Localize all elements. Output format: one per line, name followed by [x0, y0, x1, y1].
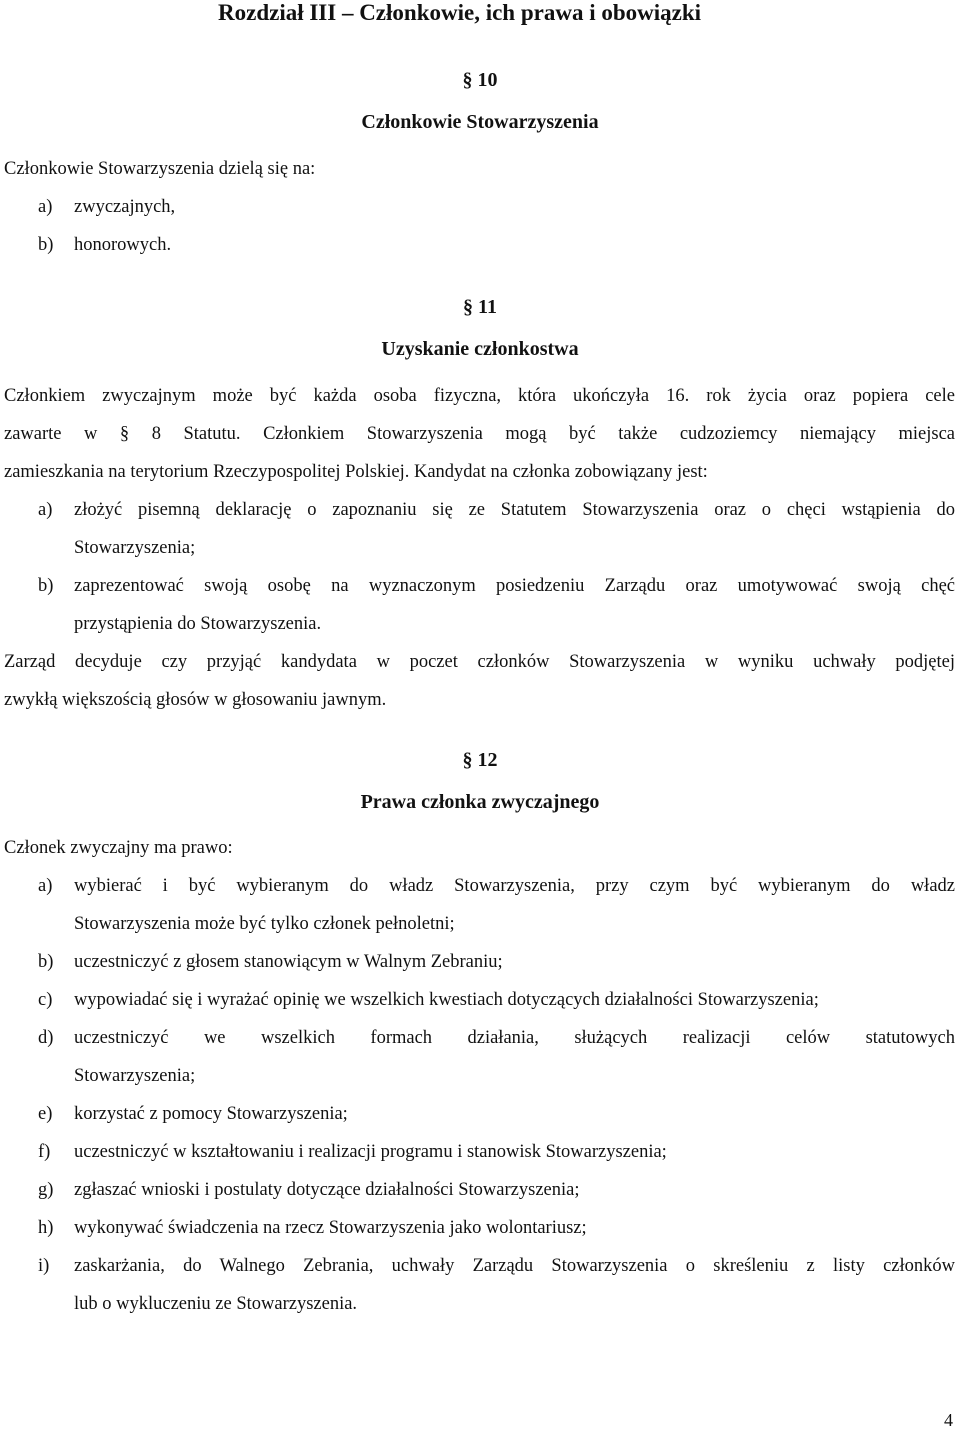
- list-item-label: a): [38, 876, 53, 896]
- section-10-intro: Członkowie Stowarzyszenia dzielą się na:: [4, 159, 316, 179]
- list-item-text: lub o wykluczeniu ze Stowarzyszenia.: [74, 1294, 358, 1314]
- list-item-label: b): [38, 952, 54, 972]
- list-item-text: Stowarzyszenia;: [74, 1066, 196, 1086]
- list-item-text: Stowarzyszenia;: [74, 538, 196, 558]
- section-10-title: Członkowie Stowarzyszenia: [361, 111, 599, 133]
- list-item-label: g): [38, 1180, 54, 1200]
- list-item-label: d): [38, 1028, 54, 1048]
- paragraph-line: Zarząd decyduje czy przyjąć kandydata w poczet członków Stowarzyszenia w wyniku uchwały podjętej: [4, 652, 955, 672]
- list-item-text: złożyć pisemną deklarację o zapoznaniu się ze Statutem Stowarzyszenia oraz o chęci wstąpienia do: [74, 500, 955, 520]
- list-item-text: wybierać i być wybieranym do władz Stowarzyszenia, przy czym być wybieranym do władz: [74, 876, 955, 896]
- list-item-label: f): [38, 1142, 51, 1162]
- list-item: [38, 188, 438, 226]
- list-item-label: a): [38, 197, 53, 217]
- section-12-number: § 12: [462, 749, 498, 771]
- paragraph-line: zawarte w § 8 Statutu. Członkiem Stowarzyszenia mogą być także cudzoziemcy niemający miejsca: [4, 424, 955, 444]
- list-item-text: honorowych.: [74, 235, 172, 255]
- section-11-number: § 11: [463, 296, 497, 318]
- chapter-title: Rozdział III – Członkowie, ich prawa i obowiązki: [218, 0, 702, 25]
- section-10-number: § 10: [462, 69, 498, 91]
- list-item-text: korzystać z pomocy Stowarzyszenia;: [74, 1104, 348, 1124]
- list-item-text: przystąpienia do Stowarzyszenia.: [74, 614, 322, 634]
- list-item-label: b): [38, 576, 54, 596]
- paragraph-line: zamieszkania na terytorium Rzeczypospolitej Polskiej. Kandydat na członka zobowiązany jest:: [4, 462, 708, 482]
- list-item-text: Stowarzyszenia może być tylko członek pełnoletni;: [74, 914, 455, 934]
- section-12-intro: Członek zwyczajny ma prawo:: [4, 838, 233, 858]
- list-item-label: h): [38, 1218, 54, 1238]
- list-item-text: zaskarżania, do Walnego Zebrania, uchwały Zarządu Stowarzyszenia o skreśleniu z listy członków: [74, 1256, 955, 1276]
- list-item-label: e): [38, 1104, 53, 1124]
- list-item-text: wypowiadać się i wyrażać opinię we wszelkich kwestiach dotyczących działalności Stowarzyszenia;: [74, 990, 819, 1010]
- list-item: [38, 226, 438, 264]
- list-item-text: zgłaszać wnioski i postulaty dotyczące działalności Stowarzyszenia;: [74, 1180, 580, 1200]
- list-item-text: uczestniczyć z głosem stanowiącym w Walnym Zebraniu;: [74, 952, 503, 972]
- section-11-title: Uzyskanie członkostwa: [381, 338, 579, 360]
- list-item-label: i): [38, 1256, 50, 1276]
- list-item-label: a): [38, 500, 53, 520]
- section-12-title: Prawa członka zwyczajnego: [360, 791, 600, 813]
- list-item-text: wykonywać świadczenia na rzecz Stowarzyszenia jako wolontariusz;: [74, 1218, 587, 1238]
- list-item-text: zaprezentować swoją osobę na wyznaczonym posiedzeniu Zarządu oraz umotywować swoją chęć: [74, 576, 955, 596]
- list-item-text: uczestniczyć we wszelkich formach działania, służących realizacji celów statutowych: [74, 1028, 955, 1048]
- list-item-label: b): [38, 235, 54, 255]
- list-item-label: c): [38, 990, 53, 1010]
- list-item-text: zwyczajnych,: [74, 197, 176, 217]
- list-item-text: uczestniczyć w kształtowaniu i realizacji programu i stanowisk Stowarzyszenia;: [74, 1142, 667, 1162]
- paragraph-line: zwykłą większością głosów w głosowaniu jawnym.: [4, 690, 387, 710]
- page-number: 4: [944, 1410, 953, 1430]
- paragraph-line: Członkiem zwyczajnym może być każda osoba fizyczna, która ukończyła 16. rok życia oraz popiera cele: [4, 386, 955, 406]
